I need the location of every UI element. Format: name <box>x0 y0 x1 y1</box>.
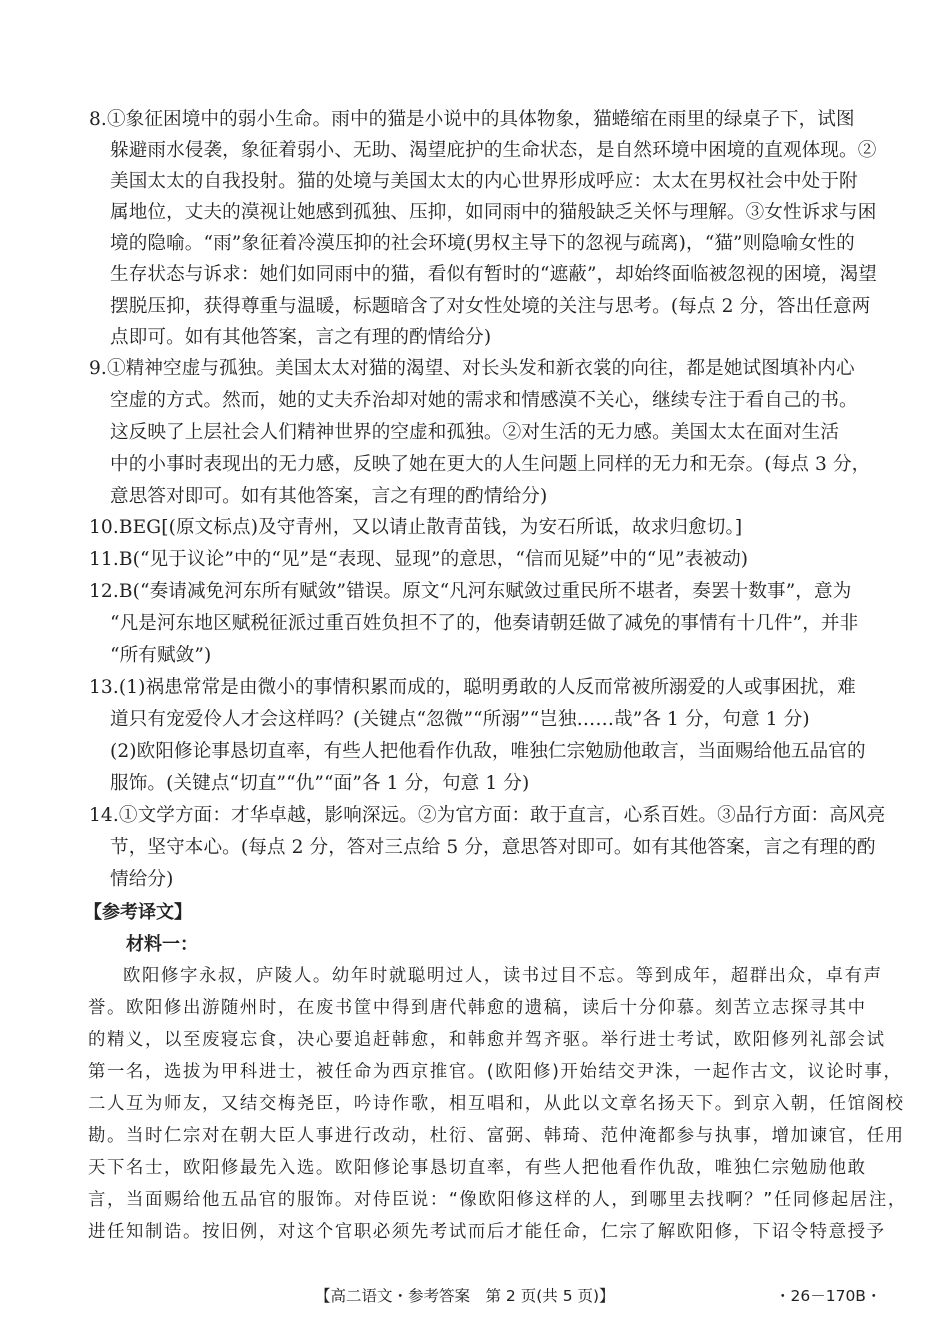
answer-q8-line: 属地位，丈夫的漠视让她感到孤独、压抑，如同雨中的猫般缺乏关怀与理解。③女性诉求与困 <box>110 202 877 223</box>
answer-q14-line: 节，坚守本心。(每点 2 分，答对三点给 5 分，意思答对即可。如有其他答案，言之有理的酌 <box>110 837 876 858</box>
answer-q14-line: 情给分) <box>110 869 174 890</box>
translation-line: 誉。欧阳修出游随州时，在废书筐中得到唐代韩愈的遗稿，读后十分仰慕。刻苦立志探寻其中 <box>88 998 867 1018</box>
answer-q8-line: 生存状态与诉求：她们如同雨中的猫，看似有暂时的“遮蔽”，却始终面临被忽视的困境，渴望 <box>110 264 877 285</box>
answer-q12-line: “凡是河东地区赋税征派过重百姓负担不了的，他奏请朝廷做了减免的事情有十几件”，并非 <box>110 613 859 634</box>
answer-q9-line: 这反映了上层社会人们精神世界的空虚和孤独。②对生活的无力感。美国太太在面对生活 <box>110 422 840 443</box>
answer-q9-line: 中的小事时表现出的无力感，反映了她在更大的人生问题上同样的无力和无奈。(每点 3 分， <box>110 454 871 475</box>
answer-q8-line: 摆脱压抑，获得尊重与温暖，标题暗含了对女性处境的关注与思考。(每点 2 分，答出任意两 <box>110 296 871 317</box>
footer-code: ・26－170B・ <box>775 1287 882 1305</box>
answer-q8-line: 点即可。如有其他答案，言之有理的酌情给分) <box>110 327 492 348</box>
answer-q8-line: 躲避雨水侵袭，象征着弱小、无助、渴望庇护的生命状态，是自然环境中困境的直观体现。② <box>110 140 877 161</box>
translation-line: 欧阳修字永叔，庐陵人。幼年时就聪明过人，读书过目不忘。等到成年，超群出众，卓有声 <box>123 966 883 986</box>
translation-line: 言，当面赐给他五品官的服饰。对侍臣说：“像欧阳修这样的人，到哪里去找啊？”任同修起居注， <box>88 1190 907 1210</box>
translation-line: 第一名，选拔为甲科进士，被任命为西京推官。(欧阳修)开始结交尹洙，一起作古文，议论时事， <box>88 1062 903 1082</box>
translation-line: 勘。当时仁宗对在朝大臣人事进行改动，杜衍、富弼、韩琦、范仲淹都参与执事，增加谏官，任用 <box>88 1126 905 1146</box>
answer-q9-line: 意思答对即可。如有其他答案，言之有理的酌情给分) <box>110 486 548 507</box>
answer-q8-line: 美国太太的自我投射。猫的处境与美国太太的内心世界形成呼应：太太在男权社会中处于附 <box>110 171 858 192</box>
answer-q8-line: 8.①象征困境中的弱小生命。雨中的猫是小说中的具体物象，猫蜷缩在雨里的绿桌子下，试图 <box>89 109 855 130</box>
answer-q13-line: 服饰。(关键点“切直”“仇”“面”各 1 分，句意 1 分) <box>110 773 530 794</box>
answer-q10-line: 10.BEG[(原文标点)及守青州，又以请止散青苗钱，为安石所诋，故求归愈切。] <box>89 517 743 538</box>
answer-q12-line: “所有赋敛”) <box>110 645 212 666</box>
answer-q8-line: 境的隐喻。“雨”象征着冷漠压抑的社会环境(男权主导下的忽视与疏离)，“猫”则隐喻女性的 <box>110 233 855 254</box>
answer-q9-line: 空虚的方式。然而，她的丈夫乔治却对她的需求和情感漠不关心，继续专注于看自己的书。 <box>110 390 858 411</box>
answer-q13-line: 道只有宠爱伶人才会这样吗？(关键点“忽微”“所溺”“岂独……哉”各 1 分，句意 1 分) <box>110 709 810 730</box>
answer-q12-line: 12.B(“奏请减免河东所有赋敛”错误。原文“凡河东赋敛过重民所不堪者，奏罢十数事”，意为 <box>89 581 852 602</box>
translation-line: 进任知制诰。按旧例，对这个官职必须先考试而后才能任命，仁宗了解欧阳修，下诏令特意授予 <box>88 1222 886 1242</box>
answer-q13-line: (2)欧阳修论事恳切直率，有些人把他看作仇敌，唯独仁宗勉励他敢言，当面赐给他五品官的 <box>110 741 866 762</box>
translation-line: 天下名士，欧阳修最先入选。欧阳修论事恳切直率，有些人把他看作仇敌，唯独仁宗勉励他敢 <box>88 1158 867 1178</box>
answer-q13-line: 13.(1)祸患常常是由微小的事情积累而成的，聪明勇敢的人反而常被所溺爱的人或事困扰，难 <box>89 677 856 698</box>
footer-title: 【高二语文・参考答案 第 2 页(共 5 页)】 <box>315 1287 615 1305</box>
translation-heading: 【参考译文】 <box>84 902 192 923</box>
translation-line: 的精义，以至废寝忘食，决心要追赶韩愈，和韩愈并驾齐驱。举行进士考试，欧阳修列礼部会试 <box>88 1030 886 1050</box>
answer-q14-line: 14.①文学方面：才华卓越，影响深远。②为官方面：敢于直言，心系百姓。③品行方面：高风亮 <box>89 805 886 826</box>
translation-subheading: 材料一： <box>126 934 198 955</box>
answer-q9-line: 9.①精神空虚与孤独。美国太太对猫的渴望、对长头发和新衣裳的向往，都是她试图填补内心 <box>89 358 855 379</box>
answer-q11-line: 11.B(“见于议论”中的“见”是“表现、显现”的意思，“信而见疑”中的“见”表被动) <box>89 549 749 570</box>
translation-line: 二人互为师友，又结交梅尧臣，吟诗作歌，相互唱和，从此以文章名扬天下。到京入朝，任馆阁校 <box>88 1094 905 1114</box>
